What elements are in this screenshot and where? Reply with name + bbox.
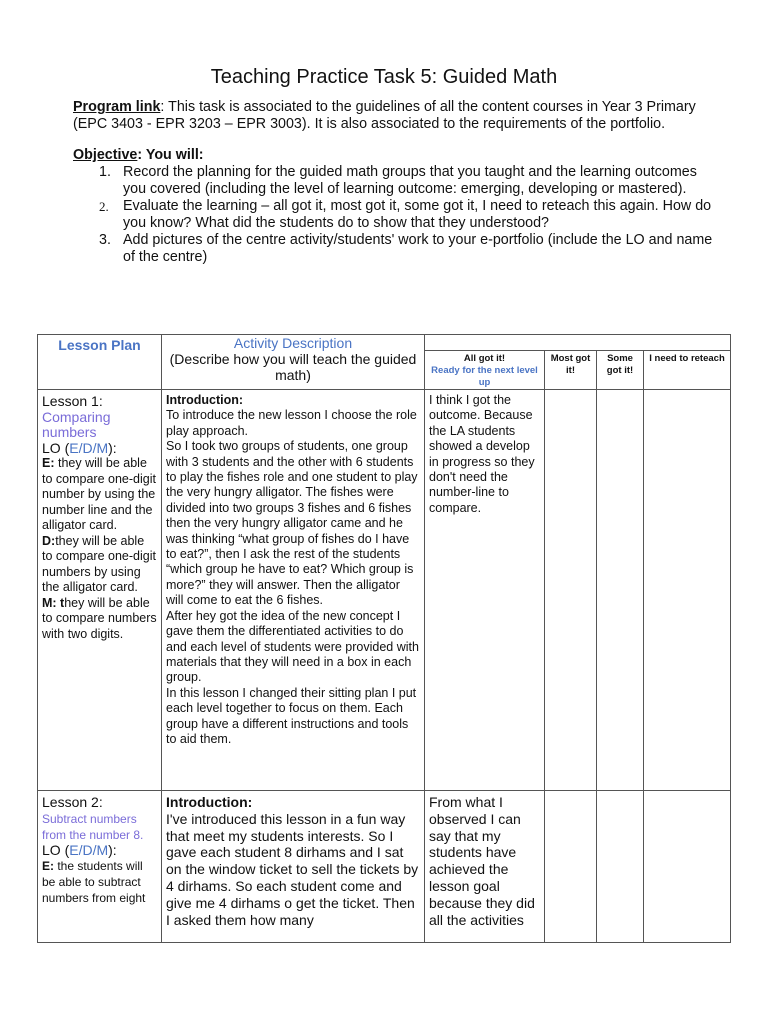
page-title: Teaching Practice Task 5: Guided Math [210, 66, 558, 88]
program-link-label: Program link [73, 99, 161, 115]
program-link-paragraph [73, 99, 713, 133]
objective-list [73, 164, 713, 266]
activity-heading: Introduction: [166, 393, 244, 407]
table-row [38, 791, 731, 943]
activity-text: To introduce the new lesson I choose the role play approach. So I took two groups of students, one group with 3 students and the other with 6 students to play the fishes role and one student to play the very hungry alligator. The fishes were divided into two groups 3 fishes and 6 fishes then the very hungry alligator came and he was thinking “what group of fishes do I have to eat?”, then I ask the rest of the students “which group he have to eat? Which group is more?” they will answer. Then the alligator will come to eat the 6 fishes. After hey got the idea of the new concept I gave them the differentiated activities to do and each level of students were provided with materials that they will need in a box in each group. In this lesson I changed their sitting plan I put each level together to focus on them. Each group have a different instructions and tools to aid them. [166, 408, 419, 746]
activity-cell [162, 390, 425, 791]
lo-prefix: LO ( [42, 439, 70, 456]
table-row [38, 390, 731, 791]
lesson-number: Lesson 2: [42, 794, 103, 810]
objective-suffix: : You will: [137, 147, 204, 163]
objective-item-text: Evaluate the learning – all got it, most got it, some got it, I need to reteach this again. How do you know? What did the students do to show that they understood? [123, 198, 712, 231]
lesson-number: Lesson 1: [42, 393, 103, 409]
some-got-it-cell [597, 390, 644, 791]
header-all-got-it-label: All got it! [463, 353, 506, 364]
intro-section [73, 99, 713, 266]
lo-emerging-label: E: [42, 456, 55, 470]
objective-item [73, 232, 713, 266]
lo-suffix: ): [108, 439, 117, 456]
lesson-topic: Comparing numbers [42, 408, 111, 440]
header-reteach: I need to reteach [644, 351, 731, 390]
header-activity-subtitle: (Describe how you will teach the guided math) [169, 351, 417, 383]
lo-prefix: LO ( [42, 841, 70, 858]
lo-mastered [42, 596, 157, 643]
objective-item-number: 3. [99, 232, 111, 248]
table-header-row [38, 335, 731, 351]
some-got-it-cell [597, 791, 644, 943]
lo-developing-label: D: [42, 533, 56, 548]
lesson-cell [38, 390, 162, 791]
objective-item [73, 164, 713, 198]
activity-heading: Introduction: [166, 794, 253, 810]
header-some-got-it: Some got it! [597, 351, 644, 390]
header-activity-title: Activity Description [233, 335, 353, 351]
activity-cell [162, 791, 425, 943]
most-got-it-cell [545, 791, 597, 943]
lo-levels: E/D/M [69, 841, 109, 858]
header-all-got-it-sub: Ready for the next level up [431, 365, 538, 388]
header-most-got-it: Most got it! [545, 351, 597, 390]
lo-emerging-text: they will be able to compare one-digit number by using the number line and the alligator card. [42, 456, 156, 532]
evaluation-cell: From what I observed I can say that my students have achieved the lesson goal because they did all the activities [425, 791, 545, 943]
objective-item [73, 198, 713, 232]
objective-item-text: Add pictures of the centre activity/students' work to your e-portfolio (include the LO and name of the centre) [123, 232, 713, 265]
lesson-topic: Subtract numbers from the number 8. [42, 811, 144, 842]
objective-heading [73, 147, 713, 164]
program-link-text: : This task is associated to the guidelines of all the content courses in Year 3 Primary (EPC 3403 - EPR 3203 – EPR 3003). It is also associated to the requirements of the portfolio. [73, 99, 696, 132]
lo-levels: E/D/M [69, 439, 109, 456]
lo-emerging [42, 456, 157, 534]
activity-text: I've introduced this lesson in a fun way that meet my students interests. So I gave each student 8 dirhams and I sat on the window ticket to sell the tickets by 4 dirhams. So each student come and give me 4 dirhams o get the ticket. Then I asked them how many [166, 810, 419, 928]
header-lesson-plan: Lesson Plan [38, 335, 162, 390]
lo-mastered-text: hey will be able to compare numbers with two digits. [42, 595, 157, 641]
lesson-table [37, 334, 731, 943]
objective-label: Objective [73, 147, 138, 163]
reteach-cell [644, 390, 731, 791]
reteach-cell [644, 791, 731, 943]
lo-emerging-label: E: [42, 859, 54, 873]
objective-item-text: Record the planning for the guided math groups that you taught and the learning outcomes you covered (including the level of learning outcome: emerging, developing or mastered). [123, 164, 697, 197]
objective-item-number: 1. [99, 164, 111, 180]
header-activity [162, 335, 425, 390]
header-all-got-it [425, 351, 545, 390]
most-got-it-cell [545, 390, 597, 791]
lo-developing-text: they will be able to compare one-digit numbers by using the alligator card. [42, 533, 156, 594]
lo-developing [42, 534, 157, 596]
lo-mastered-label: M: t [42, 595, 65, 610]
lo-emerging [42, 858, 157, 906]
lo-emerging-text: the students will be able to subtract numbers from eight [42, 859, 146, 905]
header-evaluation-spacer [425, 335, 731, 351]
evaluation-cell: I think I got the outcome. Because the LA students showed a develop in progress so they don't need the number-line to compare. [425, 390, 545, 791]
lesson-lo [42, 441, 157, 457]
lesson-cell [38, 791, 162, 943]
lo-suffix: ): [108, 841, 117, 858]
lesson-lo [42, 843, 157, 859]
objective-item-number: 2. [99, 199, 109, 214]
